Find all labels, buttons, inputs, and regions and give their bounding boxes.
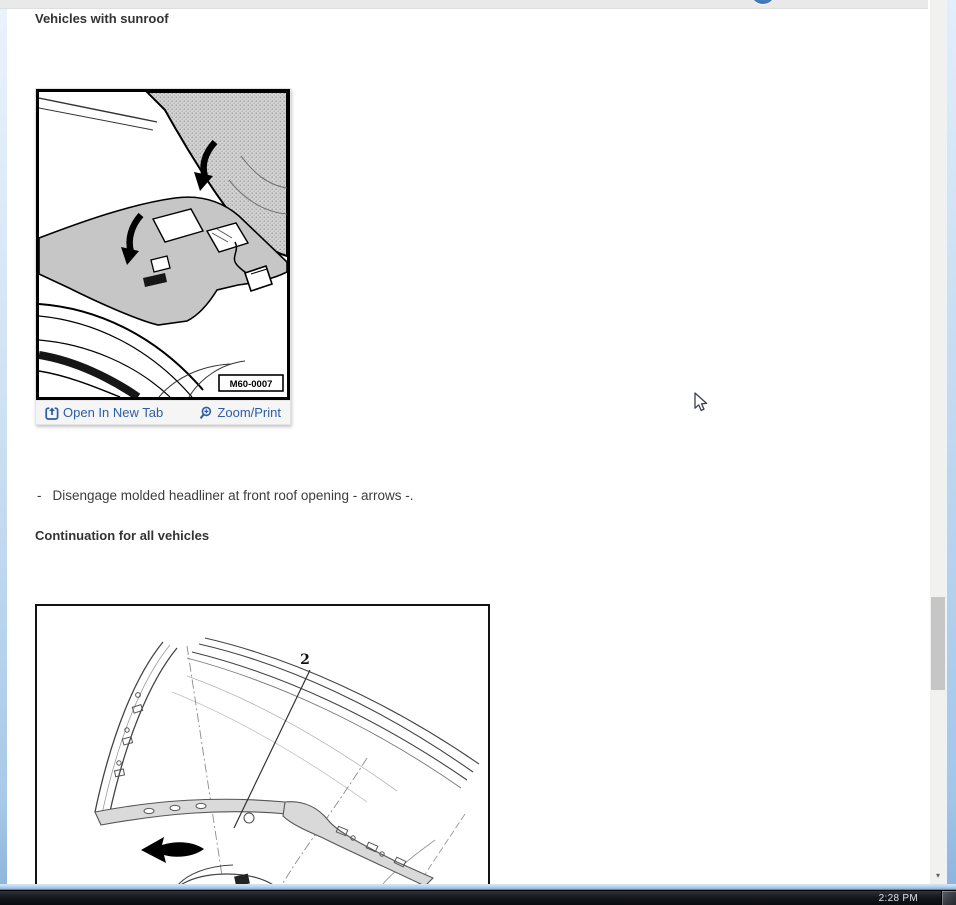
figure-callout-2: 2 — [300, 652, 310, 668]
scrollbar-down-arrow[interactable]: ▾ — [935, 871, 940, 880]
window-border-right — [946, 0, 956, 885]
zoom-print-link[interactable] — [199, 405, 281, 420]
headliner-drawing — [39, 92, 287, 397]
step-instruction — [37, 488, 413, 503]
show-desktop-button[interactable] — [941, 891, 956, 905]
figure-links-bar — [36, 400, 290, 424]
roof-frame-drawing — [37, 606, 488, 884]
taskbar-clock[interactable]: 2:28 PM — [878, 893, 918, 904]
content-scrollbar[interactable] — [930, 0, 946, 885]
figure-label: M60-0007 — [229, 379, 273, 390]
window-border-left — [0, 9, 7, 885]
scrollbar-thumb[interactable] — [931, 597, 945, 690]
step-text: Disengage molded headliner at front roof opening - arrows -. — [52, 488, 414, 503]
open-in-new-icon — [45, 406, 59, 420]
browser-toolbar-remnant — [0, 0, 928, 9]
figure-image-headliner — [36, 89, 290, 400]
open-in-new-tab-label: Open In New Tab — [63, 405, 164, 420]
figure-roof-frame — [35, 604, 490, 884]
blue-circle-button[interactable] — [751, 0, 775, 4]
zoom-in-icon — [199, 406, 213, 420]
figure-card-headliner — [35, 88, 291, 425]
section-heading-continuation: Continuation for all vehicles — [35, 528, 210, 543]
page-content — [7, 10, 930, 884]
open-in-new-tab-link[interactable] — [45, 405, 163, 420]
taskbar — [0, 890, 956, 905]
step-bullet: - — [37, 488, 42, 503]
section-heading-sunroof: Vehicles with sunroof — [35, 11, 169, 26]
zoom-print-label: Zoom/Print — [217, 405, 281, 420]
